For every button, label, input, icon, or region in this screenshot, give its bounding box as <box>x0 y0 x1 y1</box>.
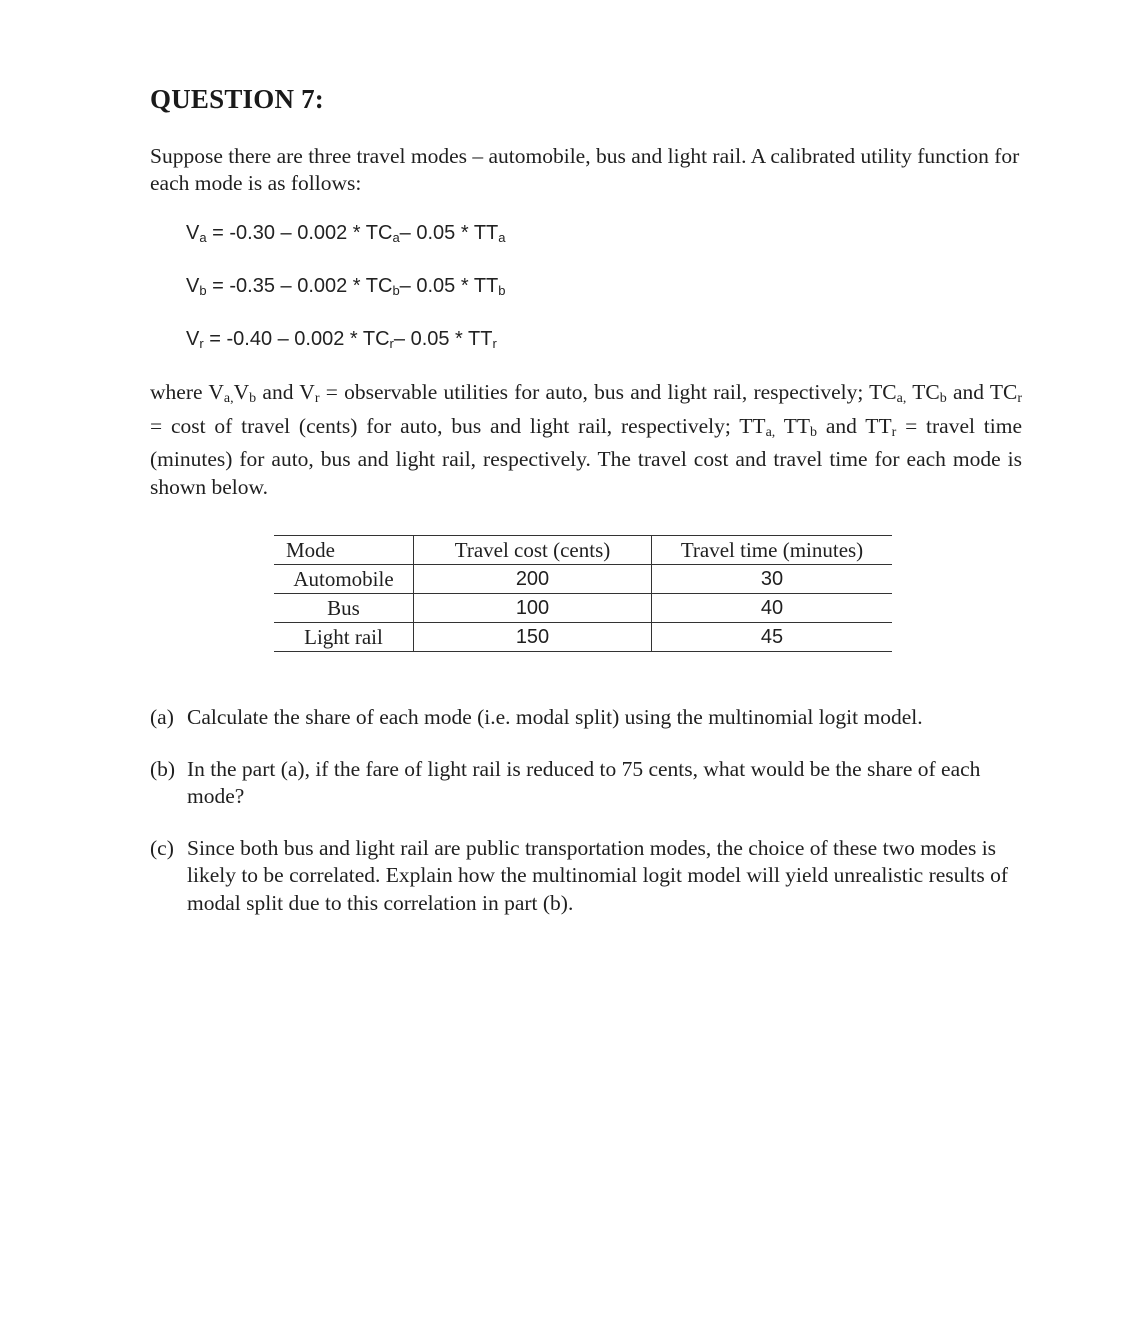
header-travel-cost: Travel cost (cents) <box>414 536 652 565</box>
question-parts <box>150 704 1020 941</box>
cell-time: 30 <box>652 565 893 594</box>
cell-mode: Automobile <box>274 565 414 594</box>
part-b <box>150 756 1020 811</box>
part-a <box>150 704 1020 732</box>
header-travel-time: Travel time (minutes) <box>652 536 893 565</box>
part-label: (b) <box>150 756 176 781</box>
question-title: QUESTION 7: <box>150 84 324 114</box>
utility-equation-bus: $V_b = -0.35 - 0.002 * TC_b-$ $0.05 * TT_b$ <box>186 275 506 298</box>
utility-equation-rail: $V_r = -0.40 - 0.002 * TC_r-$ $0.05 * TT_r$ <box>186 328 497 351</box>
table-row <box>274 623 892 652</box>
table-row <box>274 594 892 623</box>
part-label: (a) <box>150 705 174 729</box>
mode-data-table <box>274 535 892 652</box>
cell-cost: 200 <box>414 565 652 594</box>
table-row <box>274 565 892 594</box>
table-header-row <box>274 536 892 565</box>
variable-definitions: where $V_{a,}V_b$ and $V_r$ = observable utilities for auto, bus and light rail, respectively; $TC_{a,}$ $TC_b$ and $TC_r = \cos t$ of travel (cents) for auto, bus and light rail, respectively; $TT_{a,}$ $TT_b$ and $TT_r$ = travel time (minutes) for auto, bus and light rail, respectively. The travel cost and travel time for each mode is shown below. <box>150 380 1023 499</box>
part-c <box>150 835 1020 918</box>
cell-cost: 150 <box>414 623 652 652</box>
cell-mode: Bus <box>274 594 414 623</box>
cell-time: 40 <box>652 594 893 623</box>
part-text: Calculate the share of each mode (i.e. modal split) using the multinomial logit model. <box>187 705 923 729</box>
part-text: In the part (a), if the fare of light rail is reduced to 75 cents, what would be the share of each mode? <box>187 756 981 808</box>
header-mode: Mode <box>274 536 414 565</box>
cell-mode: Light rail <box>274 623 414 652</box>
utility-equation-auto: $V_a = -0.30 - 0.002 * TC_a-$ $0.05 * TT_a$ <box>186 222 506 245</box>
cell-cost: 100 <box>414 594 652 623</box>
question-intro: Suppose there are three travel modes – automobile, bus and light rail. A calibrated utility function for each mode is as follows: <box>150 144 1020 195</box>
part-label: (c) <box>150 835 174 860</box>
part-text: Since both bus and light rail are public transportation modes, the choice of these two modes is likely to be correlated. Explain how the multinomial logit model will yield unrealistic results of modal split due to this correlation in part (b). <box>187 835 1008 915</box>
cell-time: 45 <box>652 623 893 652</box>
